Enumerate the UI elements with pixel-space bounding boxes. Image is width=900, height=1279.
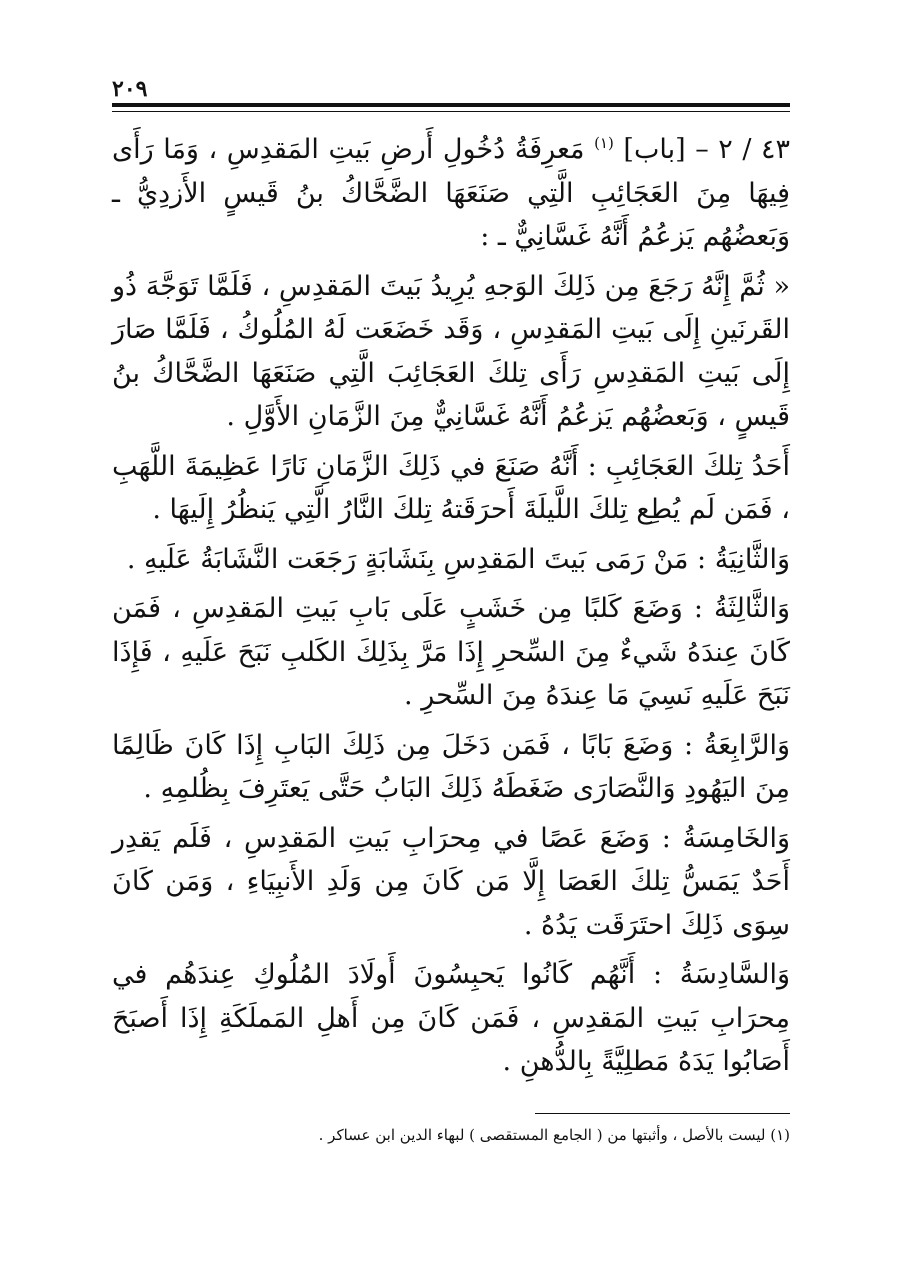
paragraph-fifth-wonder: وَالخَامِسَةُ : وَضَعَ عَصًا في مِحرَابِ بَيتِ المَقدِسِ ، فَلَم يَقدِر أَحَدٌ يَمَسُّ تِلكَ العَصَا إِلَّا مَن كَانَ مِن وَلَدِ الأَنبِيَاءِ ، وَمَن كَانَ سِوَى ذَلِكَ احتَرَقَت يَدُهُ . — [112, 822, 790, 941]
paragraph-second-wonder: وَالثَّانِيَةُ : مَنْ رَمَى بَيتَ المَقدِسِ بِنَشَابَةٍ رَجَعَت النَّشَابَةُ عَلَيهِ . — [126, 543, 790, 575]
paragraph-intro: « ثُمَّ إِنَّهُ رَجَعَ مِن ذَلِكَ الوَجهِ يُرِيدُ بَيتَ المَقدِسِ ، فَلَمَّا تَوَجَّهَ ذُو القَرنَينِ إِلَى بَيتِ المَقدِسِ ، وَقَد خَضَعَت لَهُ المُلُوكُ ، فَلَمَّا صَارَ إِلَى بَيتِ المَقدِسِ رَأَى تِلكَ العَجَائِبَ الَّتِي صَنَعَهَا الضَّحَّاكُ بنُ قَيسٍ ، وَبَعضُهُم يَزعُمُ أَنَّهُ غَسَّانِيٌّ مِنَ الزَّمَانِ الأَوَّلِ . — [112, 270, 790, 432]
chapter-number: ٤٣ / ٢ – — [695, 134, 790, 165]
header-rule-thin — [112, 111, 790, 112]
paragraph-fourth-wonder: وَالرَّابِعَةُ : وَضَعَ بَابًا ، فَمَن دَخَلَ مِن ذَلِكَ البَابِ إِذَا كَانَ ظَالِمًا مِنَ اليَهُودِ وَالنَّصَارَى ضَغَطَهُ ذَلِكَ البَابُ حَتَّى يَعتَرِفَ بِظُلمِهِ . — [112, 729, 790, 804]
footnote-reference: (١) — [594, 134, 614, 152]
body-text — [112, 122, 790, 1090]
page-number: ٢٠٩ — [112, 76, 148, 102]
footnote-rule — [535, 1113, 790, 1114]
chapter-heading — [112, 122, 790, 259]
paragraph-sixth-wonder: وَالسَّادِسَةُ : أَنَّهُم كَانُوا يَحبِسُونَ أَولَادَ المُلُوكِ عِندَهُم في مِحرَابِ بَيتِ المَقدِسِ ، فَمَن كَانَ مِن أَهلِ المَملَكَةِ إِذَا أَصبَحَ أَصَابُوا يَدَهُ مَطلِيَّةً بِالدُّهنِ . — [112, 959, 790, 1077]
header-rule-thick — [112, 103, 790, 107]
paragraph-first-wonder: أَحَدُ تِلكَ العَجَائِبِ : أَنَّهُ صَنَعَ في ذَلِكَ الزَّمَانِ نَارًا عَظِيمَةَ اللَّهَبِ ، فَمَن لَم يُطِع تِلكَ اللَّيلَةَ أَحرَقَتهُ تِلكَ النَّارُ الَّتِي يَنظُرُ إِلَيهَا . — [112, 450, 790, 525]
chapter-title: مَعرِفَةُ دُخُولِ أَرضِ بَيتِ المَقدِسِ ، وَمَا رَأَى فِيهَا مِنَ العَجَائِبِ الَّتِي صَنَعَهَا الضَّحَّاكُ بنُ قَيسٍ الأَزدِيُّ ـ وَبَعضُهُم يَزعُمُ أَنَّهُ غَسَّانِيٌّ ـ : — [112, 134, 790, 252]
paragraph-third-wonder: وَالثَّالِثَةُ : وَضَعَ كَلبًا مِن خَشَبٍ عَلَى بَابِ بَيتِ المَقدِسِ ، فَمَن كَانَ عِندَهُ شَيءٌ مِنَ السِّحرِ إِذَا مَرَّ بِذَلِكَ الكَلبِ نَبَحَ عَلَيهِ ، فَإِذَا نَبَحَ عَلَيهِ نَسِيَ مَا عِندَهُ مِنَ السِّحرِ . — [112, 593, 790, 711]
chapter-bracket: [باب] — [623, 134, 686, 165]
footnote: (١) ليست بالأصل ، وأثبتها من ( الجامع المستقصى ) لبهاء الدين ابن عساكر . — [318, 1126, 790, 1144]
